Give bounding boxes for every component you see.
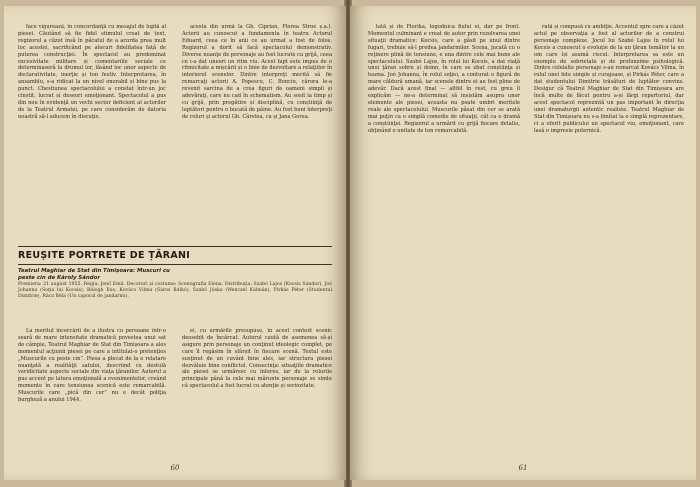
paragraph: acesta din urmă la Gh. Ciprian, Florea Stroe ș.a.). Actorii au cunoscut a fundamenta în teatru Actorul Eduard, ceea ce în anii ce au urmat a fost de folos. Regizorul a dorit să facă spectacolul demonstrativ. Diverse nuanţe de personaje au fost lucrate cu grijă, ceea ce i-a dat uneori un ritm viu. Acest fapt este impus de o ritmicitate a mișcării și o linie de dezvoltare a relaţiilor în interiorul scenelor. Dintre interpreţi merită să fie remarcaţi actorii A. Popescu, C. Bonciu, cărora le-a revenit sarcina de a crea figuri de oameni simpli și adevăraţi, care nu cad în schematism. Au sosit la timp și cu grijă, prin pregătire și disciplină, cu conștiinţă de luptători pentru o bucată de pâine. Au fost buni interpreţi de roluri și actorul Gh. Cârstea, ca și Jana Gorea. [182, 24, 332, 120]
right-page [350, 6, 696, 480]
paragraph: face vigurează, în concordanţă cu mesajul de luptă al piesei. Căutând să fie fidel stimulul creat de text, regizorul a căzut însă în păcatul de a acorda prea mult loc acestei, sacrificând pe alocuri fidelitatea față de puterea construcţiei. În spectacol au predominat excesivitate militare și comentariile sociale ce determinaseră la drumul lor, lăsând loc unor aspecte de declarativitate, inerţie și ton festiv. Interpretarea, în ansamblu, s-a ridicat la un nivel onorabil și bine pus la punct. Chestiunea spectacolului a constat într-un joc cinstit, lucrat și deseori emoţionant. Spectacolul a pus din nou în evidenţă un vechi sector deficient al actorilor de la Teatrul Armatei, pe care considerăm de datoria noastră să-l aducem în discuţie. [18, 24, 166, 120]
paragraph: rată și compusă cu ambiţie. Accentul spre care a căzut actul pe observaţia a fost al actorilor de a construi personaje complexe. Jocul lui Szabó Lajos în rolul lui Kocsis a cunoscut o evoluţie de la un ţăran temător la un om care își asumă riscul. Interpretarea sa este un exemplu de sobrietate și de profunzime psihologică. Dintre celelalte personaje s-au remarcat Kovács Vilma, în rolul unei fete simple și curajoase, și Pirkás Péter, care a dat studentului Dimitrie trăsături de luptător convins. Desigur că Teatrul Maghiar de Stat din Timișoara are încă multe de făcut pentru a-și lărgi repertoriul, dar acest spectacol reprezintă un pas important în direcţia unei dramaturgii autentic realiste. Teatrul Maghiar de Stat din Timișoara nu s-a limitat la o simplă reprezentare, ci a oferit publicului un spectacol viu, emoţionant, care lasă o impresie puternică. [534, 24, 684, 134]
section-rule-bottom [18, 264, 332, 265]
left-column-4 [182, 328, 332, 466]
right-column-1 [368, 24, 520, 464]
section-rule-top [18, 246, 332, 247]
paragraph: tată și de Florika, logodnica fiului ei, dar pe front. Momentul culminant e creat de autor prin rezolvarea unei situaţii dramatice: Kocsis, care a găsit pe unul dintre fugari, trebuie să-l predea jandarmilor. Scena, jucată cu o reţinere plină de tensiune, e una dintre cele mai bune ale spectacolului. Szabó Lajos, în rolul lui Kocsis, a dat viaţă unui ţăran sobru și demn, în care se zbat conștiinţa și teama. Joó Johanna, în rolul soţiei, a conturat o figură de mare căldură umană, iar scenele dintre ei au fost pline de adevăr. Dacă acest final — altfel în rest, cu greu îl explicăm — ne-a determinat să insistăm asupra unor elemente ale piesei, aceasta nu poate umbri meritele reale ale spectacolului. Muscurile păsat din cer se arată mai puţin ca o simplă comedie de situaţii, cât ca o dramă a conștiinţei. Regizorul a urmărit cu grijă fiecare detaliu, obţinând o unitate de ton remarcabilă. [368, 24, 520, 134]
left-page [4, 6, 346, 480]
right-column-2 [534, 24, 684, 464]
review-subhead: Teatrul Maghiar de Stat din Timișoara: Muscuri cu peste cin de Károly Sándor [18, 268, 170, 281]
page-number: 61 [518, 464, 528, 472]
left-column-2 [182, 24, 332, 242]
production-credits: Premiera: 21 august 1955. Regia: Jenő Emil. Decoruri și costume: Scenografia Elena. Distribuţia: Szabó Lajos (Kocsis Sándor), Joó Johanna (Soţia lui Kocsis), Bálogh Ilus, Kovács Vilma (Sáros Ildikó), Szabó Jóska (Wenczel Kálmán), Pirkás Péter (Studentul Dimitrie), Rácz Béla (Un caporal de jandarmi). [18, 282, 332, 300]
page-number: 60 [170, 464, 180, 472]
paragraph: La meritul încercării de a ilustra cu persoane într-o seară de mare intensitate dramatică povestea unui sat de câmpie, Teatrul Maghiar de Stat din Timișoara a ales momentul acţiunii piesei pe care a intitulat-o pretenţios „Muscurile cu peste cin”. Piesa a plecat de la o relatare nuanţată a realităţii satului, descriind cu destulă veridicitate aspecte sociale din viaţa ţăranilor. Autorul a pus accent pe latura emoţională a evenimentelor, creând momente în care tensiunea scenică este remarcabilă. Muscurile care „pică din cer” nu e decât poliţia burgheză a anului 1944. [18, 328, 166, 404]
section-title: REUȘITE PORTRETE DE ȚĂRANI [18, 250, 191, 261]
left-column-3 [18, 328, 166, 466]
paragraph: ei, cu urmările presupuse, în acest context scenic deosebit de încărcat. Autorul caută de asemenea să-și asigure prin personaje un conţinut ideologic complet, pe care îl regăsim în sfârșit în fiecare scenă. Textul este susţinut de un cuvânt bine ales, iar structura piesei dezvăluie bine conflictul. Consecinţa: situaţiile dramatice ale piesei se urmăresc cu interes, iar de la rolurile principale până la cele mai mărunte personaje se simte că spectacolul a fost lucrat cu atenţie și seriozitate. [182, 328, 332, 390]
left-column-1 [18, 24, 166, 242]
